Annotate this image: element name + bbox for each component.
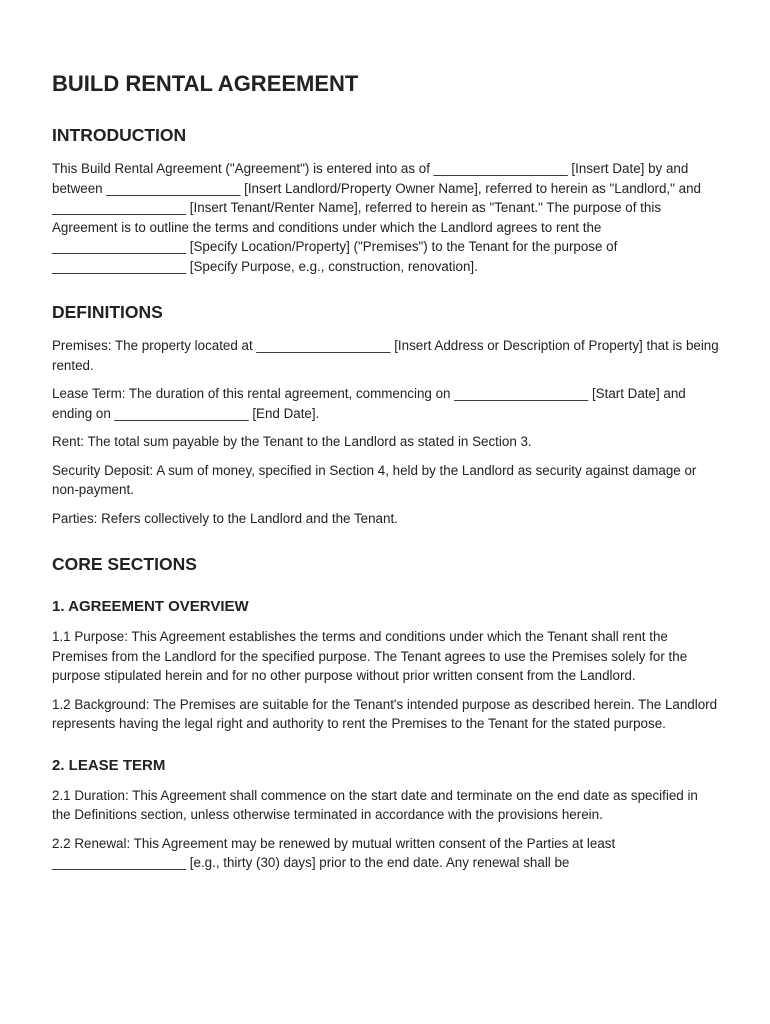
core-sections-heading: CORE SECTIONS: [52, 554, 197, 574]
definition-security-deposit: Security Deposit: A sum of money, specified in Section 4, held by the Landlord as security against damage or non-payment.: [52, 462, 697, 497]
document-page: [52, 70, 720, 882]
clause-2-2-renewal: 2.2 Renewal: This Agreement may be renewed by mutual written consent of the Parties at least __________________ [e.g., thirty (30) days] prior to the end date. Any renewal shall be: [52, 835, 616, 870]
document-title: BUILD RENTAL AGREEMENT: [52, 71, 359, 96]
introduction-paragraph: This Build Rental Agreement ("Agreement") is entered into as of __________________ [Insert Date] by and between __________________ [Insert Landlord/Property Owner Name], referred to herein as "Landlord," and __________________ [Insert Tenant/Renter Name], referred to herein as "Tenant." The purpose of this Agreement is to outline the terms and conditions under which the Landlord agrees to rent the __________________ [Specify Location/Property] ("Premises") to the Tenant for the purpose of __________________ [Specify Purpose, e.g., construction, renovation].: [52, 161, 701, 274]
definition-rent: Rent: The total sum payable by the Tenant to the Landlord as stated in Section 3.: [52, 434, 532, 449]
section-lease-term-heading: 2. LEASE TERM: [52, 756, 166, 774]
section-agreement-overview-heading: 1. AGREEMENT OVERVIEW: [52, 598, 249, 615]
definitions-heading: DEFINITIONS: [52, 302, 163, 322]
definition-parties: Parties: Refers collectively to the Landlord and the Tenant.: [52, 510, 398, 526]
clause-1-2-background: 1.2 Background: The Premises are suitable for the Tenant's intended purpose as described herein. The Landlord represents having the legal right and authority to rent the Premises to the Tenant for the stated purpose.: [52, 696, 718, 731]
clause-2-1-duration: 2.1 Duration: This Agreement shall commence on the start date and terminate on the end date as specified in the Definitions section, unless otherwise terminated in accordance with the provisions herein.: [52, 787, 698, 822]
definition-lease-term: Lease Term: The duration of this rental agreement, commencing on __________________ [Start Date] and ending on __________________ [End Date].: [52, 386, 686, 421]
definition-premises: Premises: The property located at __________________ [Insert Address or Description of Property] that is being rented.: [52, 338, 719, 373]
introduction-heading: INTRODUCTION: [52, 125, 187, 145]
clause-1-1-purpose: 1.1 Purpose: This Agreement establishes the terms and conditions under which the Tenant shall rent the Premises from the Landlord for the specified purpose. The Tenant agrees to use the Premises solely for the purpose stipulated herein and for no other purpose without prior written consent from the Landlord.: [52, 629, 688, 683]
